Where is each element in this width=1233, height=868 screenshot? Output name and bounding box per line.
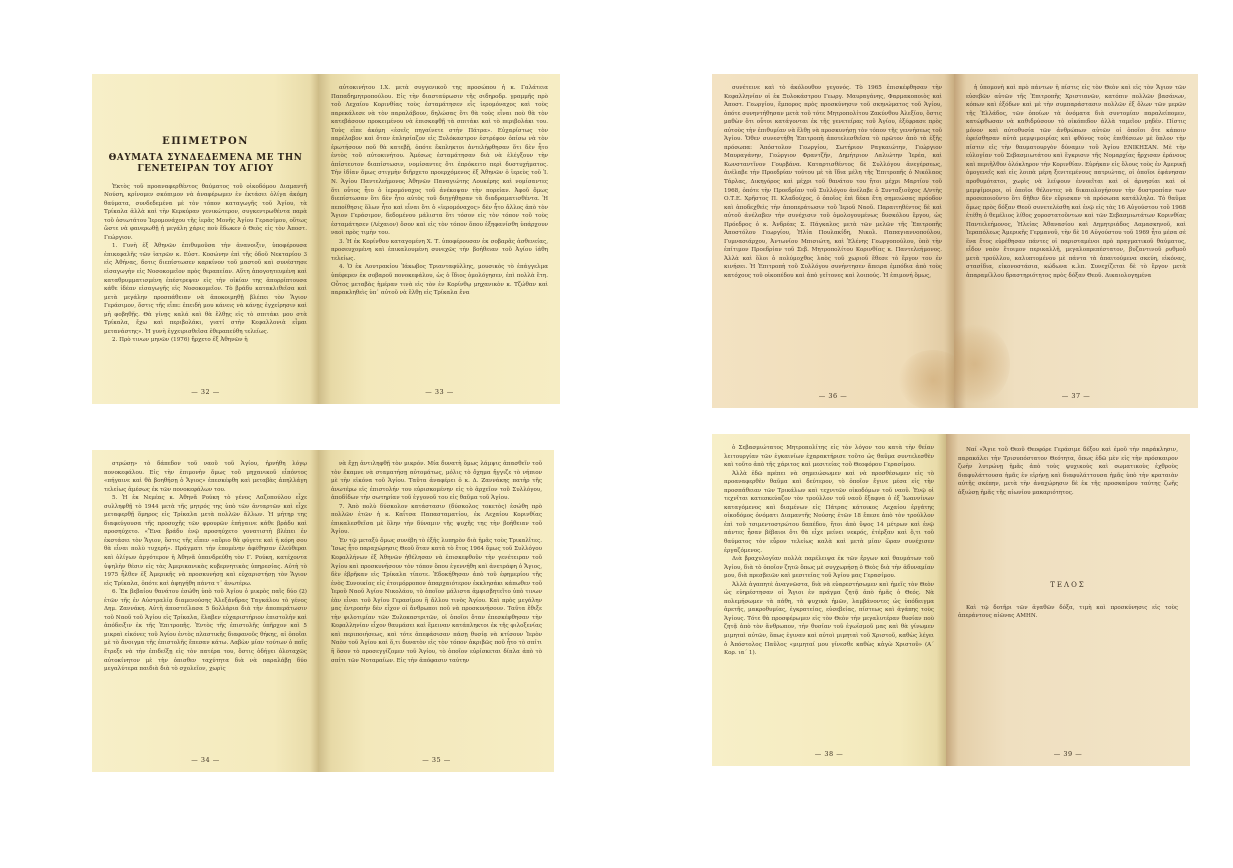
- page-33-paragraph-3: 4. Ὁ ἐκ Λουτρακίου Ἰάκωβος Τριανταφύλλης, μουσικὸς τὸ ἐπάγγελμα ὑπέφερεν ἐκ σοβαροῦ πονοκεφάλου, ὡς ὁ ἴδιος ὁμολόγησεν, ἐπὶ πολλὰ ἔτη. Οὗτος μεταβὰς ἡμέραν τινὰ εἰς τὸν ἐν Κορίνθῳ μηχανικὸν κ. Τζώθαν καὶ παρακληθεὶς ὑπ᾽ αὐτοῦ νὰ ἔλθῃ εἰς Τρίκαλα ἔνα: [331, 264, 548, 297]
- page-38-paragraph-3: Διὰ βραχυλογίαν πολλὰ παρέλειψα ἐκ τῶν ἔργων καὶ θαυμάτων τοῦ Ἁγίου, διὰ τὸ ὁποῖον ζητῶ ὅπως μὲ συγχωρήσῃ ὁ Θεὸς διὰ τὴν ἀδυναμίαν μου, διὰ πρεσβειῶν καὶ μεσιτείας τοῦ Ἁγίου μας Γερασίμου.: [724, 556, 934, 580]
- page-35-paragraph-1: νὰ ἔχῃ ἀντιληφθῇ τὸν μικρόν. Μία δυνατὴ ὅμως λάμψις ἀπασθεῖν τοῦ τὸν ἔκαμνε νὰ σταματήσῃ αὐτομάτως, μόλις τὸ ὄχημα ἤγγιζε τὸ νήπιον μὲ τὴν εἰκόνα τοῦ Ἁγίου. Ταῦτα ἀναφέρει ὁ κ. Δ. Ζαννάκης πατὴρ τῆς ἀνωτέρω εἰς ἐπιστολήν του εὑρισκομένην εἰς τὸ ἀρχεῖον τοῦ Συλλόγου, ἀποδίδων τὴν σωτηρίαν τοῦ ἐγγονοῦ του εἰς θαῦμα τοῦ Ἁγίου.: [331, 461, 542, 502]
- epilogue-subtitle: ΘΑΥΜΑΤΑ ΣΥΝΔΕΔΕΜΕΝΑ ΜΕ ΤΗΝ ΓΕΝΕΤΕΙΡΑΝ ΤΟΥ ΑΓΙΟΥ: [108, 152, 303, 174]
- page-35-paragraph-2: 7. Ἀπὸ πολὺ δύσκολον κατάστασιν (δύσκολος τοκετὸς) ἐσώθη πρὸ πολλῶν ἐτῶν ἡ κ. Καΐτσα Παπασταματίου, ἐκ Λεχαίου Κορινθίας ἐπικαλεσθεῖσα μὲ ὅλην τὴν δύναμιν τῆς ψυχῆς της τὴν βοήθειαν τοῦ Ἁγίου.: [331, 503, 542, 536]
- page-32: [92, 74, 319, 404]
- page-32-paragraph-3: 2. Πρὸ τινων μηνῶν (1976) ἤρχετο ἐξ Ἀθηνῶν ἡ: [112, 337, 248, 344]
- page-38-paragraph-4: Ἀλλὰ ἀγαπητὲ ἀναγνῶστα, διὰ νὰ εὐαρεστήσωμεν καὶ ἡμεῖς τὸν Θεὸν ὡς εὐηρέστησαν οἱ Ἅγιοι ἐν πράγμα ζητᾷ ἀπὸ ἡμᾶς ὁ Θεός. Νὰ πολεμήσωμεν τὰ πάθη, τὰ ψυχικὰ ἡμῶν, λαμβάνοντες ὡς ὑπόδειγμα ἀρετῆς, μακροθυμίας, ἐγκρατείας, εὐσεβείας, πίστεως καὶ ἀγάπης τοὺς Ἁγίους. Τότε θὰ προσφέρωμεν εἰς τὸν Θεὸν τὴν μεγαλυτέραν θυσίαν ποὺ ζητᾷ ἀπὸ τὸν ἄνθρωπον, τὴν θυσίαν τοῦ ἐγωϊσμοῦ μας καὶ θὰ γίνωμεν μιμηταὶ αὐτῶν, ὅπως ἐγιναν καὶ αὐτοὶ μιμηταὶ τοῦ Χριστοῦ, καθὼς λέγει ὁ Ἀπόστολος Παῦλος «μιμηταί μου γίνεσθε καθὼς κἀγὼ Χριστοῦ» (Α΄ Κορ. ια΄ 1).: [724, 581, 934, 657]
- page-36-paragraph-1: συνέτεινε καὶ τὸ ἀκόλουθον γεγονός. Τὸ 1965 ἐπισκέφθησαν τὴν Κεφαλληνίαν οἱ ἐκ Ξυλοκάστρου Γεωργ. Μαυραγάνης, Φαρμακοποιὸς καὶ Ἀποστ. Γεωργίου, ἔμπορος πρὸς προσκύνησιν τοῦ σκηνώματος τοῦ Ἁγίου, ὁπότε συνηντήθησαν μετὰ τοῦ τότε Μητροπολίτου Ζακύνθου Ἀλεξίου, ὅστις μαθὼν ὅτι οὗτοι κατάγονται ἐκ τῆς γενετείρας τοῦ Ἁγίου, ἐξέφρασε πρὸς αὐτοὺς τὴν ἐπιθυμίαν νὰ ἔλθῃ νὰ προσκυνήσῃ τὸν τόπον τῆς γεννήσεως τοῦ Ἁγίου. Ὅθεν συνεστήθη Ἐπιτροπὴ ἀποτελεσθεῖσα τὸ πρῶτον ἀπὸ τὰ ἑξῆς πρόσωπα: Ἀπόστολον Γεωργίου, Σωτήριον Ραγκαιώτην, Γεώργιον Μαυραγάνην, Γεώργιον Φραντζῆν, Δημήτριον Λαλιώτην Ἱερέα, καὶ Κωνσταντῖνον Γουρβάνα. Καταρτισθέντος δὲ Συλλόγου ἀνεγέρσεως, ἀνέλαβε τὴν Προεδρίαν τούτου μὲ τὰ ἴδια μέλη τῆς Ἐπιτροπῆς ὁ Νικόλαος Τάρλας, Δικηγόρος καὶ μέχρι τοῦ θανάτου του ἤτοι μέχρι Μαρτίου τοῦ 1968, ὁπότε τὴν Προεδρίαν τοῦ Συλλόγου ἀνέλαβε ὁ Συνταξιοῦχος Δ/ντὴς Ο.Τ.Ε. Χρῆστος Π. Κλαδούχος, ὁ ὁποῖος ἐπὶ δέκα ἔτη σημειώσας πρόοδον καὶ ἀποδεχθεὶς τὴν ἀποπεράτωσιν τοῦ Ἱεροῦ Ναοῦ. Παραιτηθέντος δὲ καὶ αὐτοῦ ἀνέλαβεν τὴν συνέχισιν τοῦ ὁμολογουμένως δυσκόλου ἔργου, ὡς Πρόεδρος ὁ κ. Ἀνδρέας Σ. Πάγκαλος μετὰ τῶν μελῶν τῆς Ἐπιτροπῆς Ἀποστόλου Γεωργίου, Ἠλία Πουλακίδη, Νικολ. Παπαγιαννοπούλου, Γυμνασιάρχου, Ἀντωνίου Μπισιώτη, καὶ Ἑλένης Γεωργοπούλου, ὑπὸ τὴν ἐπίτιμον Προεδρίαν τοῦ Σεβ. Μητροπολίτου Κορινθίας κ. Παντελεήμονος. Ἀλλὰ καὶ ὅλοι ὁ πολύμοχθος λαὸς τοῦ χωριοῦ ἔθεσε τὸ ἔργον του ἐν κινήσει. Ἡ Ἐπιτροπὴ τοῦ Συλλόγου συνήντησεν ἄπειρα ἐμπόδια ἀπὸ τοὺς κατόχους τοῦ οἰκοπέδου καὶ ἀπὸ γείτονες καὶ λοιπούς. Ἡ ἐπιμονή ὅμως,: [724, 85, 942, 280]
- page-number-38: — 38 —: [814, 750, 844, 759]
- page-38: [712, 434, 946, 766]
- page-39: [946, 434, 1190, 766]
- page-number-37: — 37 —: [1061, 392, 1091, 401]
- page-37-paragraph-1: ἡ ὑπομονὴ καὶ πρὸ πάντων ἡ πίστις εἰς τὸν Θεὸν καὶ εἰς τὸν Ἅγιον τῶν εὐσεβῶν αὐτῶν τῆς Ἐπιτροπῆς Χριστιανῶν, κατόπιν πολλῶν βασάνων, κόπων καὶ ἐξόδων καὶ μὲ τὴν συμπαράστασιν πολλῶν ἐξ ὅλων τῶν μερῶν τῆς Ἑλλάδος, τῶν ὁποίων τὰ ὀνόματα διὰ συντομίαν παραλείπομεν, κατώρθωσαν νὰ καθιδρύσουν τὸ οἰκόπεδον ἀλλὰ ταμεῖον μηδέν. Πίστις μόνον καὶ αὐτοθυσία τῶν ἀνθρώπων αὐτῶν οἱ ὁποῖοι ὅτε κάποιν ἐφείσθησαν αὐτὰ μεμψιμοιρίας καὶ φθόνος τοὺς ἐπιθέσεων μὲ ὅπλον τὴν πίστιν εἰς τὴν θαυματουργὸν δύναμιν τοῦ Ἁγίου ΕΝΙΚΗΣΑΝ. Μὲ τὴν εὐλογίαν τοῦ Σεβασμιωτάτου καὶ ἔγκρισιν τῆς Νομαρχίας ἤρχισαν ἐράνους καὶ περιῆλθον ὁλόκληρον τὴν Κορινθίαν. Εὐρήκαν εἰς ὅλους τοὺς ἐν Ἀμερικῇ ὁμογενεῖς καὶ εἰς λοιπὰ μέρη ξενιτεμένους πατριώτας, οἱ ὁποῖοι ἐφάνησαν προθυμότατοι, χωρὶς νὰ λείψουν ἐννοεῖται καὶ οἱ ἀρνησίαι καὶ οἱ μεμψίμοιροι, οἱ ὁποῖοι θέλοντες νὰ δικαιολογήσουν τὴν δυστροπίαν των προσεποιοῦντο ὅτι δῆθεν δὲν εὕρισκαν τὰ πρόσωπα κατάλληλα. Τὸ θαῦμα ὅμως πρὸς δόξαν Θεοῦ συνετελέσθη καὶ ἐνῷ εἰς τὰς 16 Αὐγούστου τοῦ 1968 ἐτέθη ὁ θεμέλιος λίθος χοροστατοῦντων καὶ τῶν Σεβασμιωτάτων Κορινθίας Παντελεήμονος, Ἠλείας Ἀθανασίου καὶ Δημητριάδος Δαμασκηνοῦ, καὶ Ἱεραπόλεως Ἀμερικῆς Γερμανοῦ, τὴν δὲ 16 Αὐγούστου τοῦ 1969 ἦτο μέσα σὲ ἕνα ἔτος εὑρέθησαν πάντες οἱ παρισταμένοι πρὸ πραγματικοῦ θαύματος, εἶδον ναὸν ἕτοιμον περικαλλῆ, μεγαλοπρεπέστατον, βυζαντινοῦ ρυθμοῦ μετὰ τρούλλου, καλυπτομένου μὲ πάντα τὰ ἀπαιτούμενα σκεύη, εἰκόνας, στασίδια, εἰκονοστάσια, κώδωνα κ.λπ. Συνεχίζεται δὲ τὸ ἔργον μετὰ ἀπαραμίλλου δραστηριότητος πρὸς δόξαν Θεοῦ. Δικαιολογημένα: [966, 85, 1186, 280]
- page-33-paragraph-2: 3. Ἡ ἐκ Κορίνθου καταγομένη Χ. Τ. ὑποφέρουσαν ἐκ σοβαρᾶς ἀσθενείας, προσευχομένη καὶ ἐπικαλουμένη συνεχῶς τὴν βοήθειαν τοῦ Ἁγίου ἰάθη τελείως.: [331, 238, 548, 262]
- page-number-35: — 35 —: [422, 756, 451, 765]
- spread-pages-38-39: [712, 434, 1190, 766]
- page-33: [319, 74, 560, 404]
- page-33-paragraph-1: αὐτοκινήτου I.X. μετὰ συγγενικοῦ της προσώπου ἡ κ. Γαλάτεια Παπαδημητροπούλου. Εἰς τὴν διασταύρωσιν τῆς σιδηροδρ. γραμμῆς πρὸ τοῦ Λεχαίου Κορινθίας τοὺς ἐσταμάτησεν εἷς ἱερομόναχος καὶ τοὺς παρεκάλεσε νὰ τὸν παραλάβουν, δηλώσας ὅτι θὰ τοὺς εἶναι ποὺ θὰ τὸν κατεβάσουν προκειμένου νὰ ἐπισκεφθῇ τὰ σπιτάκι καὶ τὸ περιβολάκι του. Τοὺς εἶπε ἀκόμη «ἐσεῖς πηγαίνετε στὴν Πάτρα». Εὐχαρίστως τὸν παρέλαβον καὶ ὅταν ἐπλησίαζον εἰς Ξυλόκαστρον ἐστρέφον ὀπίσω νὰ τὸν ἐρωτήσουν ποῦ θὰ κατεβῇ, ὁπότε ἔκπληκτοι ἀντελήφθησαν ὅτι δὲν ἦτο ἐντὸς τοῦ αὐτοκινήτου. Ἀμέσως ἐσταμάτησαν διὰ νὰ ἐλέγξουν τὴν ἀπίστευτον διαπίστωσιν, νομίσαντες ὅτι ἐπρόκειτο περὶ δυστυχήματος. Τὴν ἰδίαν ὅμως στιγμὴν διῆρχετο προερχόμενος ἐξ Ἀθηνῶν ὁ ἱερεὺς τοῦ Ἱ. Ν. Ἁγίου Παντελεήμονος Ἀθηνῶν Παναγιώτης Λουκέρης καὶ νομίσαντες ὅτι οὗτος ἦτο ὁ ἱερομόναχος τοῦ ἀνέκοψαν τὴν πορείαν. Ἀφοῦ ὅμως διεπίστωσαν ὅτι δὲν ἦτο αὐτὸς τοῦ διηγήθησαν τὰ διαδραματισθέντα. Ἡ πεποίθησις ὅλων ἦτο καὶ εἶναι ὅτι ὁ «ἱερομόναχος» δὲν ἦτο ἄλλος ἀπὸ τὸν Ἅγιον Γεράσιμον, δεδομένου μάλιστα ὅτι τόσον εἰς τὸν τόπον τοῦ τοὺς ἐσταμάτησεν (Λέχαιον) ὅσον καὶ εἰς τὸν τόπον ὅπου ἐξηφανίσθη ὑπάρχουν ναοὶ πρὸς τιμὴν του.: [331, 85, 548, 237]
- telos-heading: ΤΕΛΟΣ: [1050, 581, 1086, 590]
- page-39-closing: Καὶ τῷ δοτῆρι τῶν ἀγαθῶν δόξα, τιμὴ καὶ προσκύνησις εἰς τοὺς ἀπεράντους αἰῶνας ΑΜΗΝ.: [958, 604, 1178, 620]
- page-34-paragraph-3: 6. Ἐκ βεβαίου θανάτου ἐσώθη ὑπὸ τοῦ Ἁγίου ὁ μικρὸς παῖς δύο (2) ἐτῶν τῆς ἐν Αὐστραλίᾳ διαμενούσης Ἀλεξάνδρας Ταγκάλου τὸ γένος Δημ. Ζαννάκη. Αὐτὴ ἀποστείλασα 5 δολλάρια διὰ τὴν ἀποπεράτωσιν τοῦ Ναοῦ τοῦ Ἁγίου εἰς Τρίκαλα, ἔλαβεν εὐχαριστήριον ἐπιστολὴν καὶ ἀπόδειξιν ἐκ τῆς Ἐπιτροπῆς. Ἐντὸς τῆς ἐπιστολῆς ὑπῆρχον καὶ 5 μικραὶ εἰκόνες τοῦ Ἁγίου ἐντὸς πλαστικῆς διαφανοῦς θήκης, αἱ ὁποῖαι μὲ τὸ ἄνοιγμα τῆς ἐπιστολῆς ἔπεσαν κάτω. Λαβὼν μίαν τούτων ὁ παῖς ἔτρεξε νὰ τὴν ἐπιδείξῃ εἰς τὸν πατέρα του, ὅστις ὁδήγει ὀλοταχῶς αὐτοκίνητον μὲ τὴν ὁπισθεν ταχύτητα διὰ νὰ παραλάβῃ δύο μεγαλύτερα παιδιὰ διὰ τὸ σχολεῖον, χωρὶς: [104, 589, 307, 673]
- page-38-paragraph-1: ὁ Σεβασμιώτατος Μητροπολίτης εἰς τὸν λόγον του κατὰ τὴν θείαν λειτουργίαν τῶν ἐγκαινίων ἐχαρακτήρισε τοῦτο ὡς θαῦμα συντελεσθὲν καὶ τοῦτο ἀπὸ τῆς χάριτος καὶ μεσιτείας τοῦ Θεοφόρου Γερασίμου.: [724, 445, 934, 469]
- page-number-34: — 34 —: [191, 756, 220, 765]
- page-39-paragraph-1: Ναί «Ἅγιε τοῦ Θεοῦ Θεοφόρε Γεράσιμε δέξου καὶ ἐμοῦ τὴν παράκλησιν, παρακάλει τὴν Τρισυπόστατον Θεότητα, ὅπως ἐδῶ μὲν εἰς τὴν πρόσκαιρον ζωὴν λυτρώνῃ ἡμᾶς ἀπὸ τοὺς ψυχικοὺς καὶ σωματικοὺς ἐχθροὺς διαφυλάττουσα ἡμᾶς ἐν εἰρήνῃ καὶ διαφυλάττουσα ἡμᾶς ὑπὸ τὴν κραταιὰν αὐτῆς σκέπην, μετὰ τὴν ἀναχώρησιν δὲ ἐκ τῆς προσκαίρου ταύτης ζωῆς ἀξιώσῃ ἡμᾶς τῆς αἰωνίου μακαριότητος.: [958, 447, 1178, 496]
- spread-pages-34-35: [92, 450, 554, 772]
- page-35: [319, 450, 554, 772]
- page-35-paragraph-3: Ἐν τῷ μεταξὺ ὅμως συνέβη τὸ ἑξῆς λυπηρὸν διὰ ἡμᾶς τοὺς Τρικαλῖτες. Ἴσως ἦτο παραχώρησις Θεοῦ ὅταν κατὰ τὸ ἔτος 1964 ὅμως τοῦ Συλλόγου Κεφαλλήνων ἐξ Ἀθηνῶν ἠθέλησαν νὰ ἐπισκεφθοῦν τὴν γενέτειραν τοῦ Ἁγίου καὶ προσκυνήσουν τὸν τόπον ὅπου ἐγεννήθη καὶ ἀνετράφη ὁ Ἅγιος, δὲν ἐβρῆκαν εἰς Τρίκαλα τίποτε. Ἐδοκήθησαν ἀπὸ τοῦ ἐφημερίου τῆς ἑνὸς Συνοικίας εἰς ἑτοιμόρροπον ἀπαρχαιότερον ἐκκλησάκι κάπωθεν τοῦ Ἱεροῦ Ναοῦ Ἁγίου Νικολάου, τὸ ὁποῖον μάλιστα ἀμφισβητεῖτο ὑπὸ τινων ἐὰν εἶναι τοῦ Ἁγίου Γερασίμου ἢ ἄλλου τινὸς Ἁγίου. Καὶ πρὸς μεγάλην μας ἐντροπὴν δὲν εἶχον οἱ ἄνθρωποι ποῦ νὰ προσκυνήσουν. Ταῦτα ἔθιξε τὴν φιλοτιμίαν τῶν Ξυλοκαστριτῶν, οἱ ὁποῖοι ὅταν ἐπεσκέφθησαν τὴν Κεφαλληνίαν εἶχον θαυμάσει καὶ ἔμειναν κατάπληκτοι ἐκ τῆς φιλοξενίας καὶ περιποιήσεως, καὶ τότε ἀπεφάσισαν πάσῃ θυσίᾳ νὰ κτίσουν Ἱερὸν Ναὸν τοῦ Ἁγίου καὶ ὅ,τι δυνατὸν εἰς τὸν τόπον ἀκριβῶς ποῦ ἦτο τὸ σπίτι ἢ ὅσον τὸ προσεγγίζομεν τοῦ Ἁγίου, τὸ ὁποῖον εὑρίσκεται δίπλα ἀπὸ τὸ σπίτι τῶν Νοταραίων. Εἰς τὴν ἀπόφασιν ταύτην: [331, 537, 542, 664]
- page-number-33: — 33 —: [425, 388, 454, 397]
- page-36: [712, 74, 954, 408]
- page-32-paragraph-1: Ἐκτὸς τοῦ προαναφερθέντος θαύματος τοῦ οἰκοδόμου Διαμαντῆ Νούση, κρίνομεν σκόπιμον νὰ ἀναφέρωμεν ἐν ἐκτάσει ὀλίγα ἀκόμη θαύματα, συνδεδεμένα μὲ τὸν τόπον καταγωγῆς τοῦ Ἁγίου, τὰ Τρίκαλα ἀλλὰ καὶ τὴν Κερκύραν γενικώτερον, συγκεντρωθέντα παρὰ τοῦ ὁσιωτάτου Ἱερομονάχου τῆς ἱερᾶς Μονῆς Ἀγίου Γερασίμου, οὕτως ὥστε νὰ φανερωθῇ ἡ μεγάλη χάρις ποὺ ἔδωκεν ὁ Θεὸς εἰς τὸν Ἀποστ. Γεώργιον.: [104, 183, 307, 241]
- spread-pages-36-37: [712, 74, 1198, 408]
- page-34-paragraph-1: στρώσῃ» τὸ δάπεδον τοῦ ναοῦ τοῦ Ἁγίου, ἠρνήθη λόγῳ πονοκεφάλου. Εἰς τὴν ἐπιμονὴν ὅμως τοῦ μηχανικοῦ εἶπόντος «πήγαινε καὶ θὰ βοηθήσῃ ὁ Ἅγιος» ἐπεσκέφθη καὶ μεταβὰς ἀπηλλάγη τελείως ἀμέσως ἐκ τῶν πονοκεφάλων του.: [104, 461, 307, 493]
- page-number-39: — 39 —: [1053, 750, 1083, 759]
- page-37: [954, 74, 1198, 408]
- page-38-paragraph-2: Ἀλλὰ ἐδῶ πρέπει νὰ σημειώσωμεν καὶ νὰ προσθέσωμεν εἰς τὸ προαναφερθὲν θαῦμα καὶ δεύτερον, τὸ ὁποῖον ἔγινε μέσα εἰς τὴν προσπάθειαν τῶν Τρικάλων καὶ τεχνιτῶν οἰκοδόμων τοῦ ναοῦ. Ἐνῷ οἱ τεχνῖται κατεσκεύαζον τὸν τρούλλον τοῦ ναοῦ ἔξαφνα ὁ ἐξ Ἰωαννίνων καταγόμενος καὶ διαμένων εἰς Πάτρας κάτοικος Λεχαίου ἐργάτης οἰκοδόμος ὀνόματι Διαμαντῆς Νούσης ἐτῶν 18 ἔπεσε ἀπὸ τὸν τρούλλον ἐπὶ τοῦ τσιμεντοστρώτου δαπέδου, ἤτοι ἀπὸ ὕψος 14 μέτρων καὶ ἐνῷ πάντες ἦσαν βέβαιοι ὅτι θὰ εἶχε μείνει νεκρός, ἐτέρξαν καὶ ὅ,τι τοῦ θαύματος τὸν εὗρον τελείως καλὰ καὶ μετὰ μίαν ὥραν συνέχισεν ἐργαζόμενος.: [724, 470, 934, 554]
- page-number-36: — 36 —: [818, 392, 848, 401]
- page-34-paragraph-2: 5. Ἡ ἐκ Νεμέας κ. Ἀθηνᾶ Ρούκη τὸ γένος Λαζοπούλου εἶχε συλληφθῇ τὸ 1944 μετὰ τῆς μητρός της ὑπὸ τῶν ἀνταρτῶν καὶ εἶχε μεταφερθῇ ὅμηρος εἰς Τρίκαλα μετὰ πολλῶν ἄλλων. Ἡ μήτηρ της διαφεύγουσα τῆς προσοχῆς τῶν φρουρῶν ἐπήγαινε κάθε βράδυ καὶ προσηύχετο. «Ἕνα βράδυ ἐνῷ προσηύχετο γονατιστὴ βλέπει ἐν ἐκστάσει τὸν Ἅγιον, ὅστις τῆς εἶπεν «αὔριο θὰ φύγετε καὶ ἡ κόρη σου θὰ εἶναι πολὺ τυχερή». Πράγματι τὴν ἑπομένην ἀφέθησαν ἐλεύθεραι καὶ ὀλίγων ἀργότερον ἡ Ἀθηνᾶ ὑπανδρεύθη τὸν Γ. Ρούκη, κατέχοντα ὑψηλὴν θέσιν εἰς τὰς Ἀμερικανικὰς κυβερνητικὰς ὑπηρεσίας. Αὐτὴ τὸ 1975 ἦλθεν ἐξ Ἀμερικῆς νὰ προσκυνήσῃ καὶ εὐχαριστήσῃ τὸν Ἅγιον εἰς Τρίκαλα, ὁπότε καὶ ἀφηγήθη πάντα τ᾽ ἀνωτέρω.: [104, 495, 307, 587]
- spread-pages-32-33: [92, 74, 560, 404]
- page-number-32: — 32 —: [191, 388, 220, 397]
- page-34: [92, 450, 319, 772]
- page-32-paragraph-2: 1. Γυνὴ ἐξ Ἀθηνῶν ἐπιθυμοῦσα τὴν ἀνανοιξιν, ὑποφέρουσα ἐπικεφαλῆς τῶν ἰατρῶν κ. Εὐστ. Κοσώνην ἐπὶ τῆς ὁδοῦ Νεκταρίου 3 εἰς Ἀθήνας, δοτις διεπίστωσεν καρκίνον τοῦ μαστοῦ καὶ συνέστησε εἰσαγωγὴν εἰς Νοσοκομεῖον πρὸς θεραπείαν. Αὕτη ἀπογοητευμένη καὶ καταθρυμματισμένη ἐπέστρεψεν εἰς τὴν οἰκίαν της ἀπορρίπτουσα κάθε ἰδέαν εἰσαγωγῆς εἰς Νοσοκομεῖον. Τὸ βράδυ κατακλιθεῖσα καὶ μετὰ μεγάλην προσπάθειαν νὰ ἀποκοιμηθῇ βλέπει τὸν Ἅγιον Γεράσιμον, ὅστις τῆς εἶπε: ἐπειδὴ μου κάνεις νὰ κάνῃς ἐγχείρησιν καὶ μὴ φοβηθῇς. Θὰ γίνῃς καλά καὶ θὰ ἔλθῃς εἰς τὸ σπιτάκι μου στὰ Τρίκαλα, ἔχω καὶ περιβολάκι, γιατί στὴν Κεφαλλονιὰ εἶμαι μετανάστης». Ἡ γυνὴ ἐγχειρισθεῖσα ἐθεραπεύθη τελείως.: [104, 243, 307, 335]
- epilogue-title: ΕΠΙΜΕΤΡΟΝ: [162, 136, 249, 147]
